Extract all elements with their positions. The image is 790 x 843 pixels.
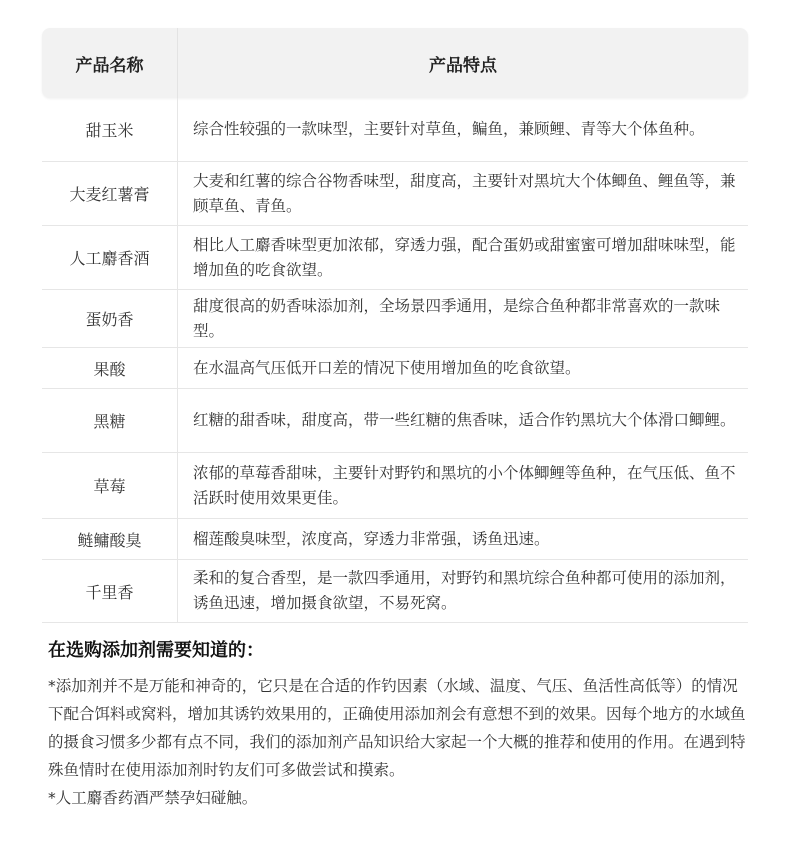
product-feature: 相比人工麝香味型更加浓郁，穿透力强，配合蛋奶或甜蜜蜜可增加甜味味型，能增加鱼的吃食欲望。 [193, 235, 736, 279]
product-name: 千里香 [42, 560, 178, 622]
notes-warning: *人工麝香药酒严禁孕妇碰触。 [48, 789, 258, 807]
table-header [42, 28, 748, 98]
table-row [42, 226, 748, 290]
notes-title: 在选购添加剂需要知道的： [48, 640, 264, 661]
product-feature: 柔和的复合香型，是一款四季通用，对野钓和黑坑综合鱼种都可使用的添加剂，诱鱼迅速，增加摄食欲望，不易死窝。 [193, 569, 736, 612]
notes-paragraph: *添加剂并不是万能和神奇的，它只是在合适的作钓因素（水域、温度、气压、鱼活性高低等）的情况下配合饵料或窝料，增加其诱钓效果用的，正确使用添加剂会有意想不到的效果。因每个地方的水域鱼的摄食习惯多少都有点不同，我们的添加剂产品知识给大家起一个大概的推荐和使用的作用。在遇到特殊鱼情时在使用添加剂时钓友们可多做尝试和摸索。 [48, 677, 746, 779]
product-feature: 浓郁的草莓香甜味，主要针对野钓和黑坑的小个体鲫鲤等鱼种，在气压低、鱼不活跃时使用效果更佳。 [193, 463, 736, 507]
table-row [42, 453, 748, 519]
product-feature: 榴莲酸臭味型，浓度高，穿透力非常强，诱鱼迅速。 [193, 529, 550, 548]
product-name: 鲢鳙酸臭 [42, 519, 178, 559]
table-row [42, 348, 748, 389]
header-product-name: 产品名称 [42, 28, 178, 98]
product-name: 人工麝香酒 [42, 226, 178, 289]
product-feature: 大麦和红薯的综合谷物香味型，甜度高，主要针对黑坑大个体鲫鱼、鲤鱼等，兼顾草鱼、青鱼。 [193, 171, 736, 215]
table-row [42, 98, 748, 162]
product-name: 甜玉米 [42, 98, 178, 161]
header-product-feature: 产品特点 [429, 55, 497, 76]
table-row [42, 162, 748, 226]
product-name: 蛋奶香 [42, 290, 178, 347]
product-table [42, 28, 748, 623]
notes-section [48, 636, 748, 812]
product-name: 果酸 [42, 348, 178, 388]
table-row [42, 389, 748, 453]
table-row [42, 519, 748, 560]
product-name: 黑糖 [42, 389, 178, 452]
product-feature: 在水温高气压低开口差的情况下使用增加鱼的吃食欲望。 [193, 358, 581, 377]
product-feature: 甜度很高的奶香味添加剂，全场景四季通用，是综合鱼种都非常喜欢的一款味型。 [193, 296, 721, 340]
product-name: 大麦红薯膏 [42, 162, 178, 225]
product-name: 草莓 [42, 453, 178, 518]
table-row [42, 290, 748, 348]
product-feature: 红糖的甜香味，甜度高，带一些红糖的焦香味，适合作钓黑坑大个体滑口鲫鲤。 [193, 411, 736, 429]
table-row [42, 560, 748, 623]
product-feature: 综合性较强的一款味型，主要针对草鱼，鳊鱼，兼顾鲤、青等大个体鱼种。 [193, 120, 705, 138]
